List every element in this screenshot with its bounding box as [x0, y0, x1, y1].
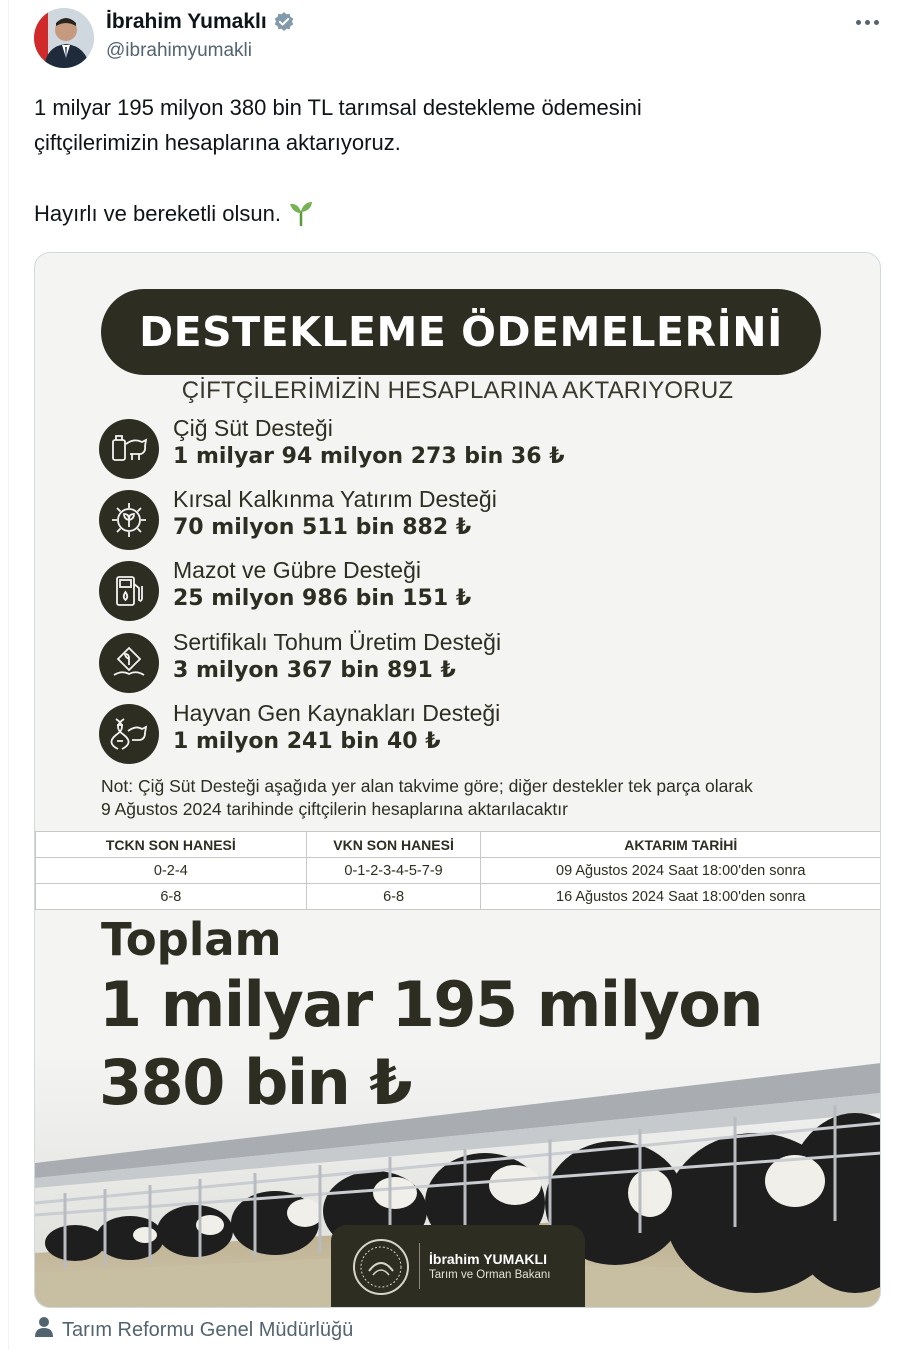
tagged-account-name[interactable]: Tarım Reformu Genel Müdürlüğü: [62, 1318, 354, 1341]
table-header: VKN SON HANESİ: [306, 832, 481, 858]
infographic-subtitle: ÇİFTÇİLERİMİZİN HESAPLARINA AKTARIYORUZ: [181, 377, 734, 404]
support-label: Sertifikalı Tohum Üretim Desteği: [173, 629, 502, 655]
table-cell: 6-8: [306, 884, 481, 910]
table-header: TCKN SON HANESİ: [36, 832, 307, 858]
minister-signature-block: [331, 1225, 585, 1308]
user-handle[interactable]: @ibrahimyumakli: [106, 40, 252, 61]
total-amount-line1: 1 milyar 195 milyon: [99, 968, 763, 1041]
tweet-line-with-emoji: [34, 196, 874, 237]
minister-title: Tarım ve Orman Bakanı: [429, 1269, 551, 1281]
table-cell: 0-2-4: [36, 858, 307, 884]
fuel-pump-icon: [99, 561, 159, 621]
support-label: Mazot ve Gübre Desteği: [173, 557, 422, 583]
note-line: Not: Çiğ Süt Desteği aşağıda yer alan takvime göre; diğer destekler tek parça olarak: [101, 776, 753, 796]
signature-divider: [419, 1243, 420, 1289]
ministry-seal-icon: [353, 1239, 409, 1295]
note-line: 9 Ağustos 2024 tarihinde çiftçilerin hesaplarına aktarılacaktır: [101, 799, 568, 819]
milk-cow-icon: [99, 419, 159, 479]
total-label: Toplam: [101, 913, 282, 966]
table-row: [36, 884, 881, 910]
dna-cow-icon: [99, 704, 159, 764]
minister-name: İbrahim YUMAKLI: [429, 1251, 547, 1267]
total-amount-line2: 380 bin ₺: [99, 1046, 411, 1119]
support-amount: 1 milyon 241 bin 40 ₺: [173, 729, 441, 754]
support-label: Hayvan Gen Kaynakları Desteği: [173, 700, 501, 726]
support-amount: 70 milyon 511 bin 882 ₺: [173, 515, 472, 540]
table-cell: 0-1-2-3-4-5-7-9: [306, 858, 481, 884]
tweet-line: 1 milyar 195 milyon 380 bin TL tarımsal destekleme ödemesini: [34, 95, 642, 120]
support-label: Kırsal Kalkınma Yatırım Desteği: [173, 486, 497, 512]
support-amount: 1 milyar 94 milyon 273 bin 36 ₺: [173, 444, 565, 469]
seed-hand-icon: [99, 633, 159, 693]
display-name[interactable]: İbrahim Yumaklı: [106, 10, 267, 33]
gear-sprout-icon: [99, 490, 159, 550]
more-options-icon[interactable]: [852, 12, 882, 32]
tweet-line: Hayırlı ve bereketli olsun.: [34, 201, 281, 226]
payment-note: [101, 775, 753, 821]
person-icon: [34, 1316, 54, 1344]
payment-schedule-table: [35, 831, 881, 910]
support-label: Çiğ Süt Desteği: [173, 415, 333, 441]
support-amount: 25 milyon 986 bin 151 ₺: [173, 586, 472, 611]
table-cell: 16 Ağustos 2024 Saat 18:00'den sonra: [481, 884, 881, 910]
seedling-icon: [287, 199, 315, 237]
infographic-title: DESTEKLEME ÖDEMELERİNİ: [139, 308, 783, 356]
verified-badge-icon: [273, 11, 295, 33]
table-row: [36, 858, 881, 884]
tweet-line: çiftçilerimizin hesaplarına aktarıyoruz.: [34, 130, 401, 155]
table-header-row: [36, 832, 881, 858]
infographic-title-banner: [101, 289, 821, 375]
tagged-account-link[interactable]: [34, 1316, 353, 1344]
table-cell: 09 Ağustos 2024 Saat 18:00'den sonra: [481, 858, 881, 884]
avatar[interactable]: [34, 8, 94, 68]
timeline-border: [8, 0, 9, 1350]
table-cell: 6-8: [36, 884, 307, 910]
table-header: AKTARIM TARİHİ: [481, 832, 881, 858]
support-amount: 3 milyon 367 bin 891 ₺: [173, 658, 456, 683]
infographic-image[interactable]: [34, 252, 881, 1308]
tweet-text: [34, 90, 874, 237]
